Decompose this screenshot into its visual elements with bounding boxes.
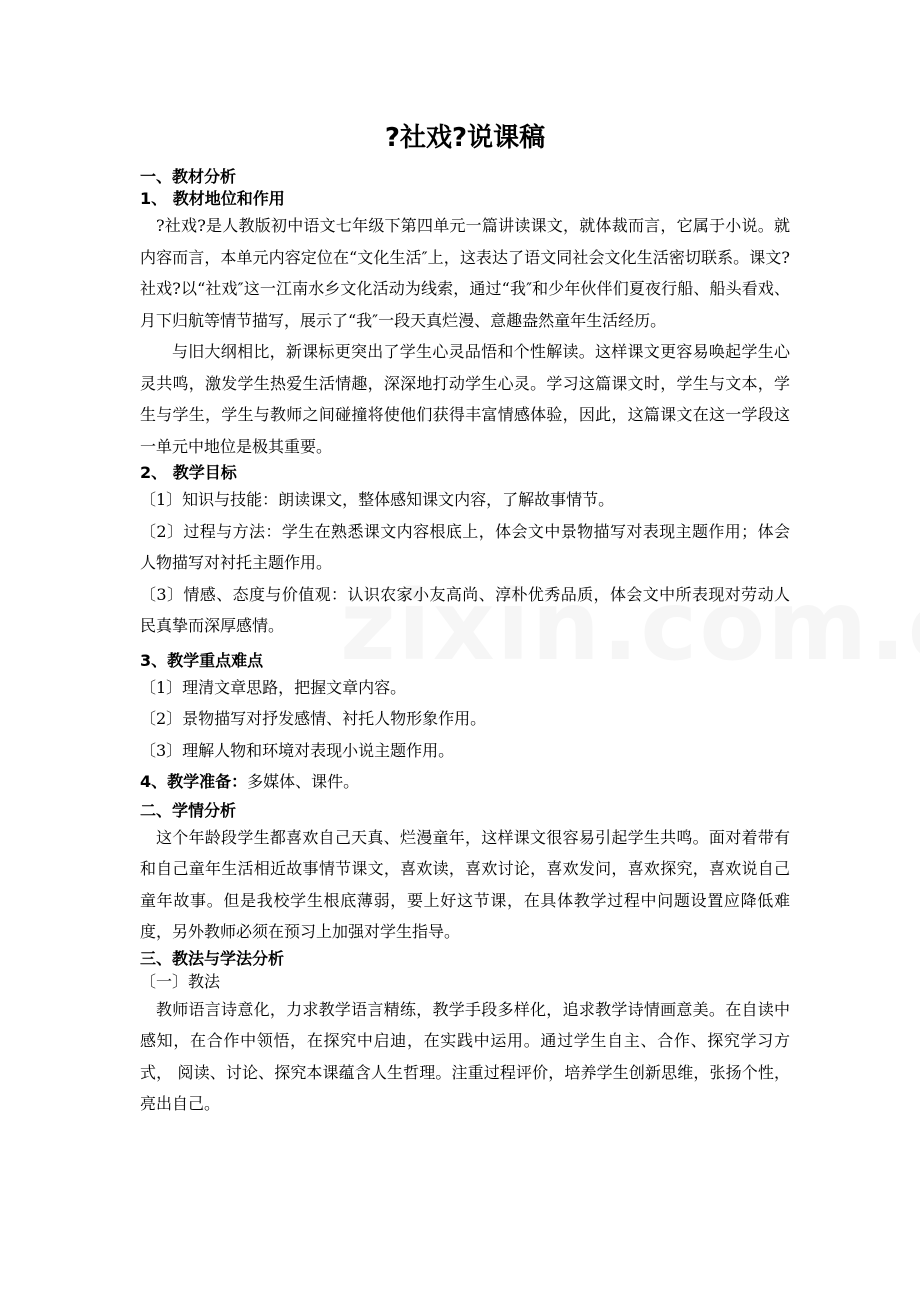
subheading-teaching-goals: 2、 教学目标 [140, 463, 237, 482]
document-title: ?社戏?说课稿 [384, 123, 546, 153]
key-point-item-3: 〔3〕理解人物和环境对表现小说主题作用。 [140, 740, 455, 760]
key-point-item-1: 〔1〕理清文章思路，把握文章内容。 [140, 677, 407, 697]
paragraph-student-analysis: 这个年龄段学生都喜欢自己天真、烂漫童年，这样课文很容易引起学生共鸣。面对着带有和自己童年生活相近故事情节课文，喜欢读，喜欢讨论，喜欢发问，喜欢探究，喜欢说自己童年故事。但是我校学生根底薄弱，要上好这节课，在具体教学过程中问题设置应降低难度，另外教师必须在预习上加强对学生指导。 [140, 827, 790, 941]
paragraph-status-2: 与旧大纲相比，新课标更突出了学生心灵品悟和个性解读。这样课文更容易唤起学生心灵共鸣，激发学生热爱生活情趣，深深地打动学生心灵。学习这篇课文时，学生与文本，学生与学生，学生与教师之间碰撞将使他们获得丰富情感体验，因此，这篇课文在这一学段这一单元中地位是极其重要。 [140, 342, 790, 456]
section-heading-textbook-analysis: 一、教材分析 [140, 167, 237, 186]
key-point-item-2: 〔2〕景物描写对抒发感情、衬托人物形象作用。 [140, 709, 487, 728]
document-body [140, 118, 790, 1120]
paragraph-teaching-method: 教师语言诗意化，力求教学语言精练，教学手段多样化，追求教学诗情画意美。在自读中感知，在合作中领悟，在探究中启迪，在实践中运用。通过学生自主、合作、探究学习方式， 阅读、讨论、探究本课蕴含人生哲理。注重过程评价，培养学生创新思维，张扬个性，亮出自己。 [140, 999, 790, 1113]
teaching-preparation-label: 4、教学准备： [140, 772, 248, 791]
subheading-teaching-method: 〔一〕教法 [140, 971, 221, 991]
goal-item-1: 〔1〕知识与技能：朗读课文，整体感知课文内容，了解故事情节。 [140, 490, 615, 509]
subheading-key-points: 3、教学重点难点 [140, 650, 264, 670]
section-heading-student-analysis: 二、学情分析 [140, 800, 237, 820]
section-heading-methods: 三、教法与学法分析 [140, 948, 285, 968]
goal-item-2: 〔2〕过程与方法：学生在熟悉课文内容根底上，体会文中景物描写对表现主题作用；体会人物描写对衬托主题作用。 [140, 521, 790, 572]
goal-item-3: 〔3〕情感、态度与价值观：认识农家小友高尚、淳朴优秀品质，体会文中所表现对劳动人民真挚而深厚感情。 [140, 584, 790, 635]
teaching-preparation [140, 766, 790, 798]
paragraph-status-1: ?社戏?是人教版初中语文七年级下第四单元一篇讲读课文，就体裁而言，它属于小说。就内容而言，本单元内容定位在“文化生活″上，这表达了语文同社会文化生活密切联系。课文?社戏?以“社戏″这一江南水乡文化活动为线索，通过“我″和少年伙伴们夏夜行船、船头看戏、月下归航等情节描写，展示了“我″一段天真烂漫、意趣盎然童年生活经历。 [140, 216, 790, 330]
subheading-status-and-role: 1、 教材地位和作用 [140, 189, 285, 208]
teaching-preparation-value: 多媒体、课件。 [247, 772, 360, 791]
